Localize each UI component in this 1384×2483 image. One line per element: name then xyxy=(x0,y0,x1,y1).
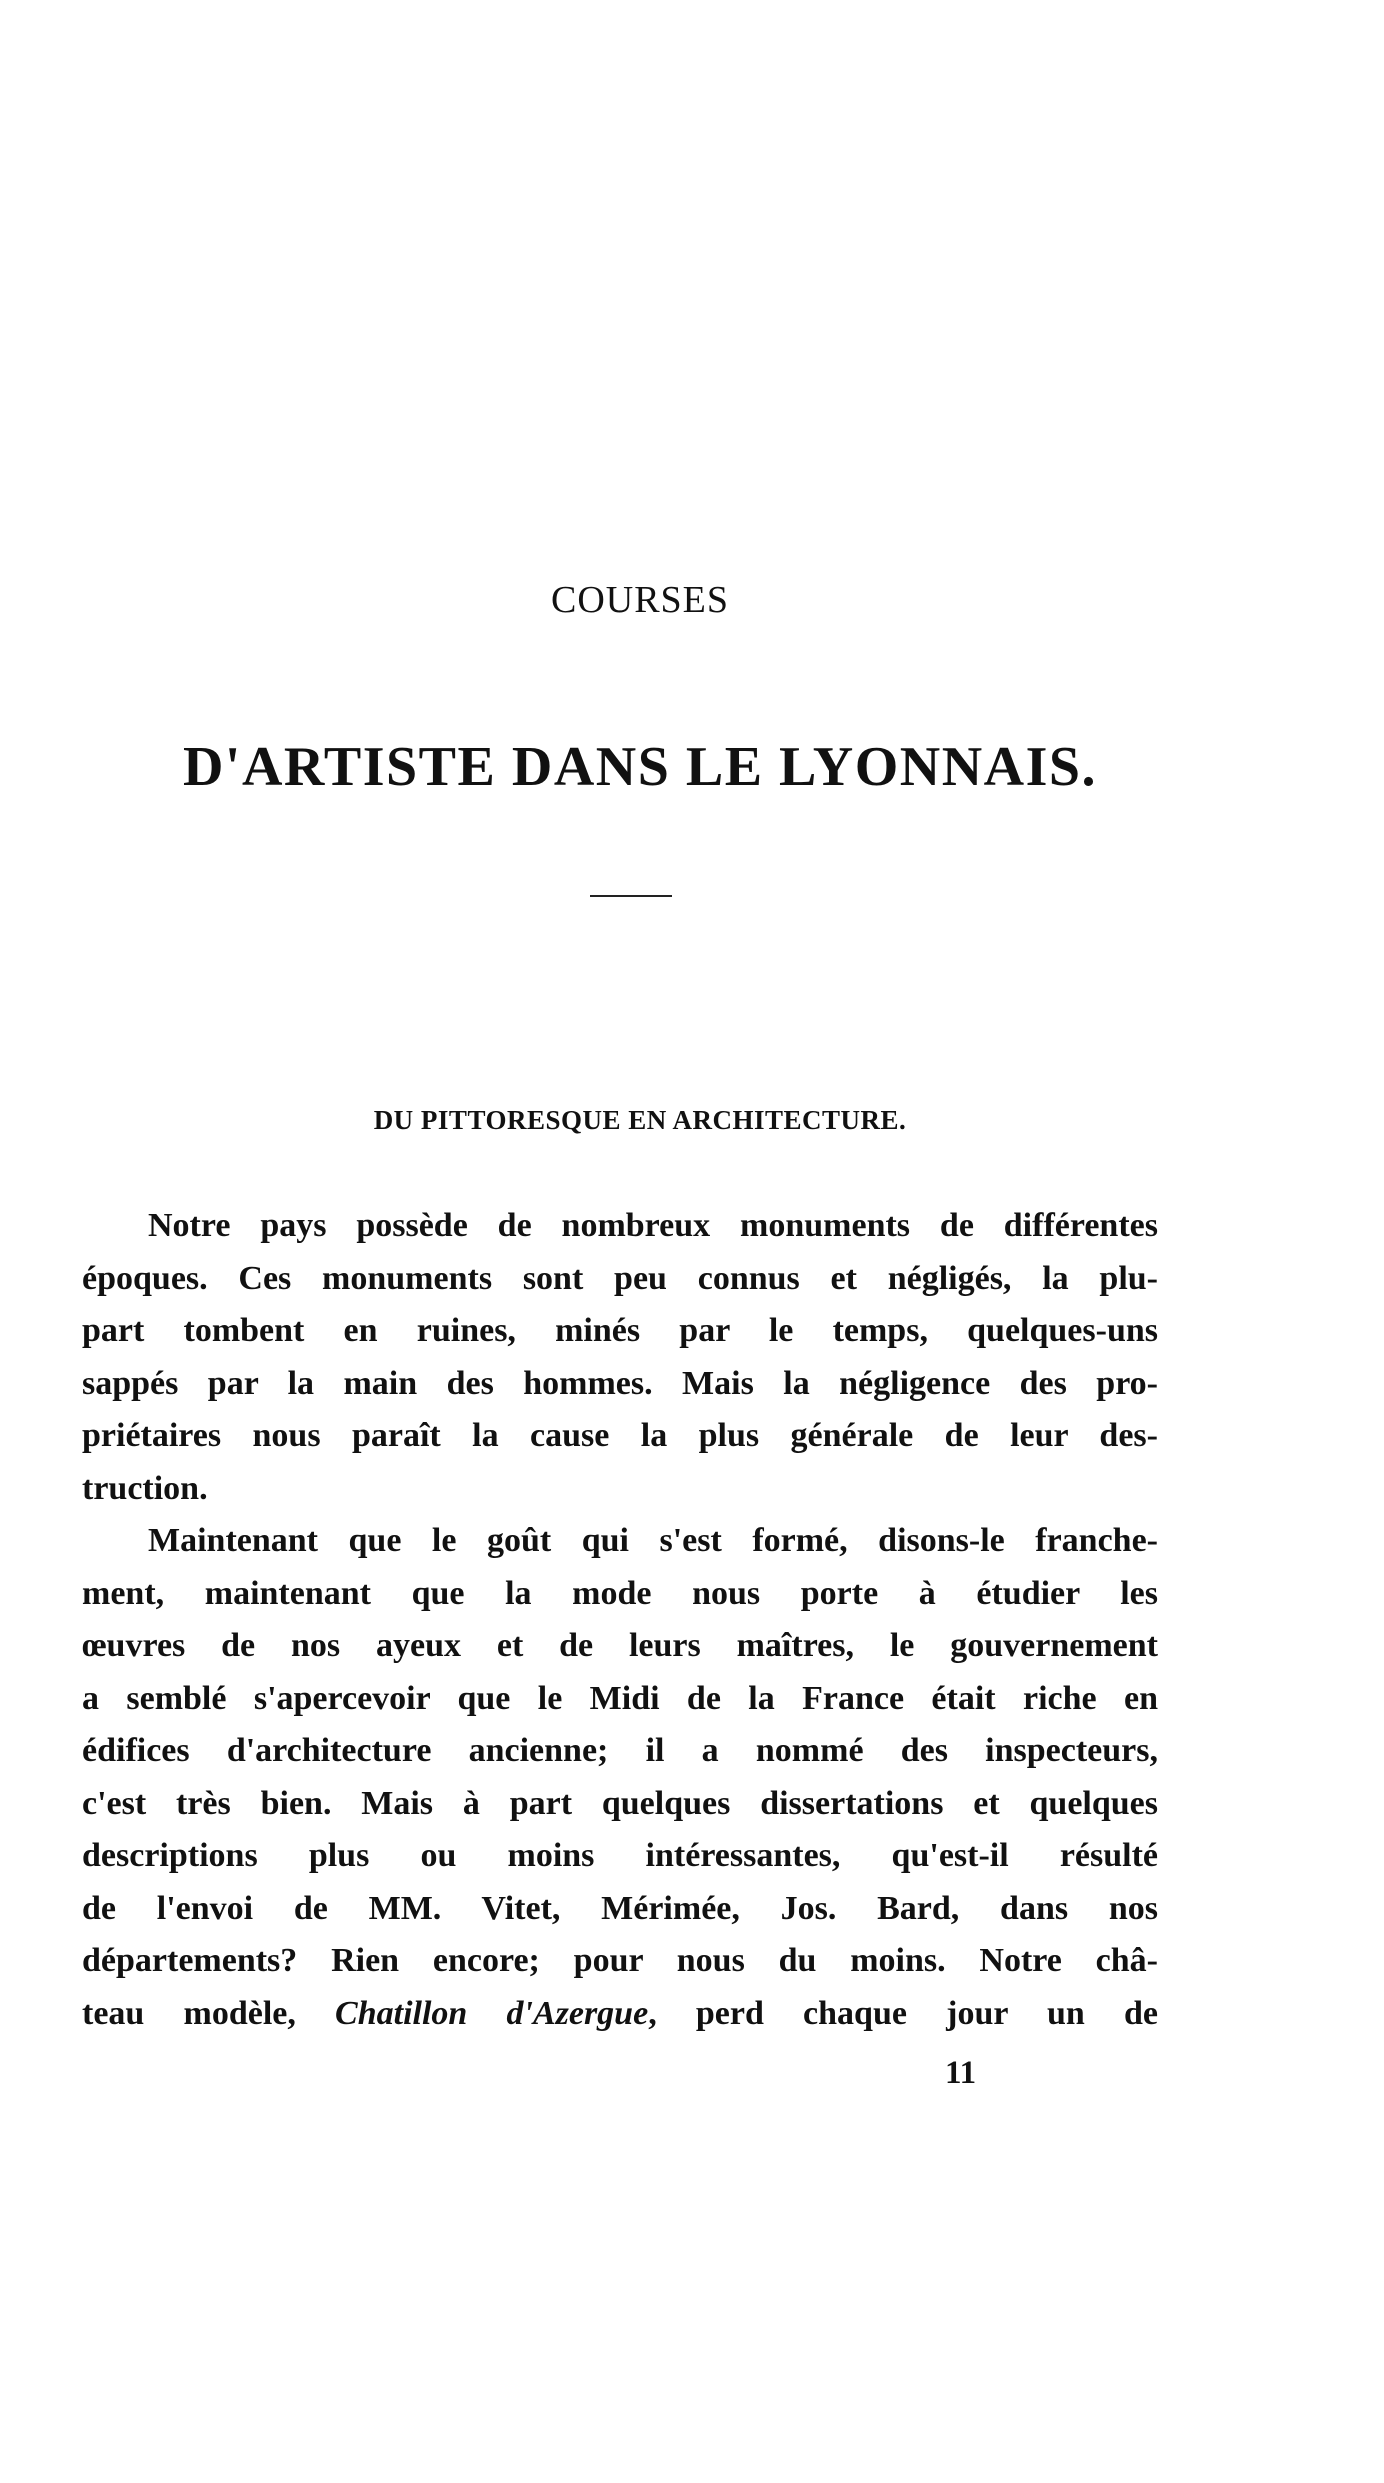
text-line: Notre pays possède de nombreux monuments de différentes xyxy=(148,1207,1158,1244)
section-title: DU PITTORESQUE EN ARCHITECTURE. xyxy=(373,1105,907,1135)
text-line: c'est très bien. Mais à part quelques dissertations et quelques xyxy=(82,1784,1158,1822)
text-line: a semblé s'apercevoir que le Midi de la France était riche en xyxy=(82,1679,1158,1717)
page-number: 11 xyxy=(945,2055,977,2091)
text-line: priétaires nous paraît la cause la plus générale de leur des- xyxy=(82,1417,1158,1454)
body-text xyxy=(82,1200,1158,2040)
text-line: de l'envoi de MM. Vitet, Mérimée, Jos. Bard, dans nos xyxy=(82,1889,1158,1927)
place-name: Chatillon d'Azergue xyxy=(335,1994,649,2032)
text-line: Maintenant que le goût qui s'est formé, disons-le franche- xyxy=(148,1522,1158,1559)
text-line: truction. xyxy=(82,1469,208,1507)
text-line: ment, maintenant que la mode nous porte à étudier les xyxy=(82,1574,1158,1612)
text-line: descriptions plus ou moins intéressantes, qu'est-il résulté xyxy=(82,1837,1158,1874)
text-line: part tombent en ruines, minés par le temps, quelques-uns xyxy=(82,1312,1158,1349)
text-line: sappés par la main des hommes. Mais la négligence des pro- xyxy=(82,1364,1158,1402)
text-line: édifices d'architecture ancienne; il a nommé des inspecteurs, xyxy=(82,1732,1158,1769)
text-line: œuvres de nos ayeux et de leurs maîtres, le gouvernement xyxy=(82,1627,1158,1664)
text-line: départements? Rien encore; pour nous du moins. Notre châ- xyxy=(82,1942,1158,1979)
title-divider xyxy=(590,895,672,897)
title-line-1: COURSES xyxy=(550,579,730,621)
text-line: teau modèle, Chatillon d'Azergue, perd chaque jour un de xyxy=(82,1994,1159,2032)
main-title: D'ARTISTE DANS LE LYONNAIS. xyxy=(182,736,1098,798)
text-line: époques. Ces monuments sont peu connus et négligés, la plu- xyxy=(82,1259,1158,1297)
